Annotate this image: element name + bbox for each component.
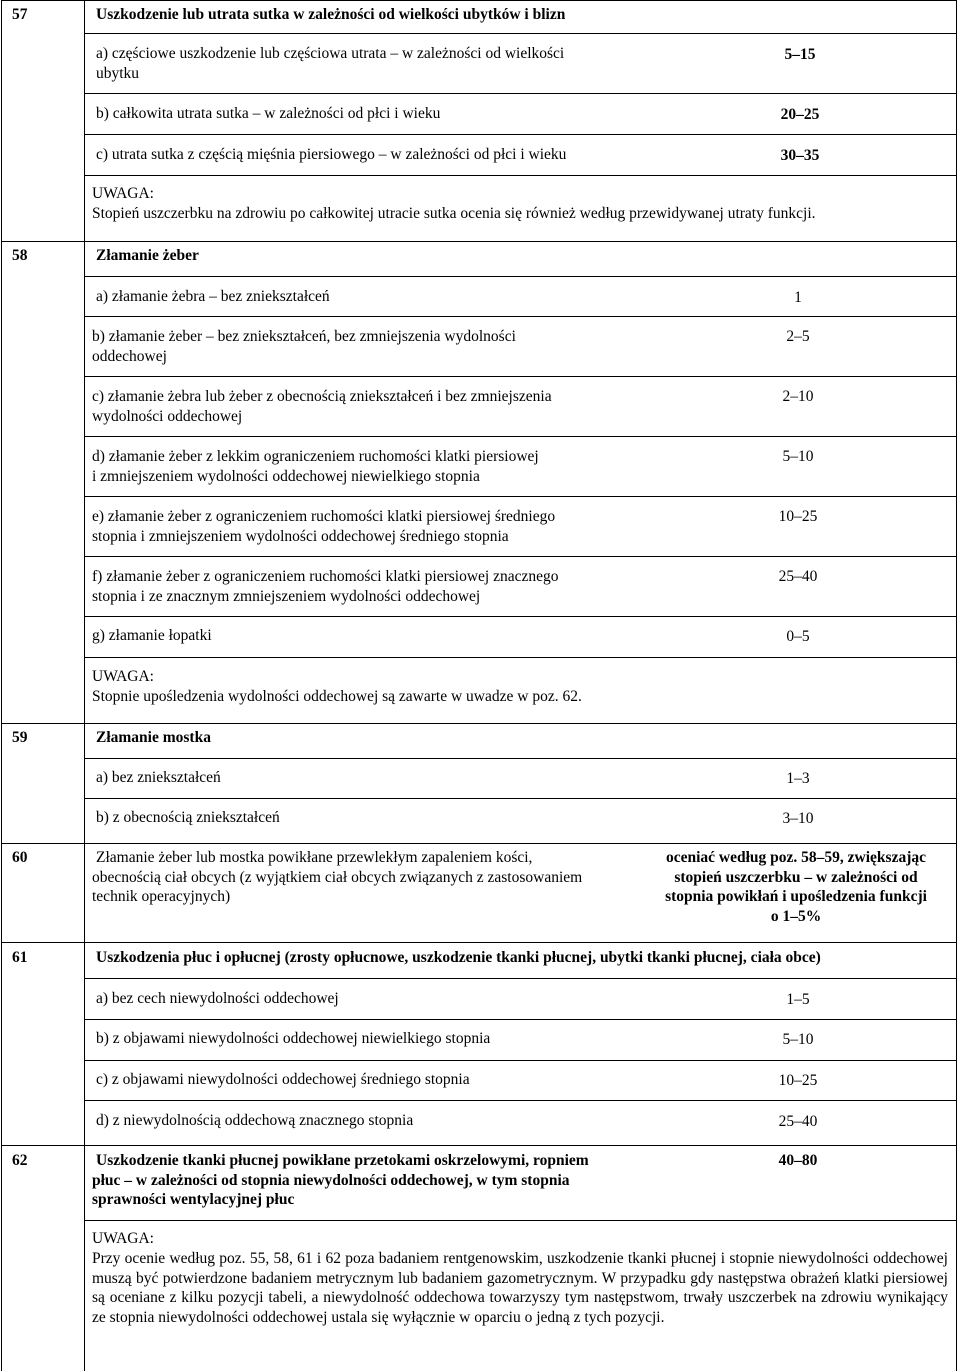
- row-separator: [84, 1220, 957, 1221]
- separator-59-60: [1, 843, 957, 844]
- subitem-b-value: 3–10: [782, 810, 814, 827]
- separator-60-61: [1, 942, 957, 943]
- note-text: Przy ocenie według poz. 55, 58, 61 i 62 poza badaniem rentgenowskim, uszkodzenie tkanki płucnej i stopnie niewydolności oddechowej muszą być potwierdzone badaniem metrycznym lub badaniem gazometrycznym. W przypadku gdy następstwa obrażeń klatki piersiowej są oceniane z kilku pozycji tabeli, a niewydolność oddechowa towarzyszy tym następstwom, trwały uszczerbek na zdrowiu wynikający ze stopnia niewydolności oddechowej ustala się wyłącznie w oparciu o jedną z tych pozycji.: [92, 1250, 948, 1326]
- number-column-divider: [84, 0, 85, 1371]
- subitem-d-value: 25–40: [778, 1113, 818, 1130]
- row-separator: [84, 556, 957, 557]
- row-separator: [84, 175, 957, 176]
- row-separator: [84, 33, 957, 34]
- item-description: [92, 848, 582, 907]
- assessment-line2: stopień uszczerbku – w zależności od: [674, 868, 918, 886]
- subitem-e: [92, 507, 555, 546]
- subitem-a: a) złamanie żebra – bez zniekształceń: [96, 288, 330, 305]
- frame-left: [1, 0, 2, 1371]
- separator-58-59: [1, 723, 957, 724]
- row-separator: [84, 93, 957, 94]
- subitem-b: b) z obecnością zniekształceń: [96, 809, 280, 826]
- note-label: UWAGA:: [92, 1230, 154, 1247]
- subitem-a-value: 1: [794, 289, 802, 306]
- subitem-f: [92, 567, 559, 606]
- item-number: 61: [12, 949, 28, 966]
- subitem-c-value: 10–25: [778, 1072, 818, 1089]
- assessment-line4: o 1–5%: [770, 907, 822, 925]
- subitem-e-line1: e) złamanie żeber z ograniczeniem ruchomości klatki piersiowej średniego: [92, 508, 556, 525]
- assessment-line1: oceniać według poz. 58–59, zwiększając: [665, 849, 927, 866]
- subitem-d: [92, 447, 539, 486]
- subitem-b-value: 2–5: [786, 328, 810, 345]
- item-title: Uszkodzenia płuc i opłucnej (zrosty opłucnowe, uszkodzenie tkanki płucnej, ubytki tkanki płucnej, ciała obce): [96, 949, 821, 966]
- item-title: Uszkodzenie lub utrata sutka w zależności od wielkości ubytków i blizn: [96, 6, 566, 23]
- row-separator: [84, 1100, 957, 1101]
- row-separator: [84, 758, 957, 759]
- subitem-d-line2: i zmniejszeniem wydolności oddechowej niewielkiego stopnia: [92, 467, 480, 485]
- subitem-g: g) złamanie łopatki: [92, 627, 212, 644]
- subitem-a-value: 5–15: [784, 46, 816, 63]
- subitem-a-value: 1–3: [786, 770, 810, 787]
- subitem-c-value: 30–35: [780, 147, 820, 164]
- note-label: UWAGA:: [92, 185, 154, 202]
- subitem-d: d) z niewydolnością oddechową znacznego stopnia: [96, 1112, 414, 1129]
- row-separator: [84, 1019, 957, 1020]
- row-separator: [84, 657, 957, 658]
- subitem-e-line2: stopnia i zmniejszeniem wydolności oddechowej średniego stopnia: [92, 527, 509, 545]
- description-line3: technik operacyjnych): [92, 888, 231, 905]
- subitem-c: c) z objawami niewydolności oddechowej średniego stopnia: [96, 1071, 470, 1088]
- subitem-a: [96, 44, 564, 83]
- note-label: UWAGA:: [92, 668, 154, 685]
- item-number: 60: [12, 849, 28, 866]
- item-number: 59: [12, 729, 28, 746]
- item-number: 58: [12, 247, 28, 264]
- subitem-e-value: 10–25: [778, 508, 818, 525]
- item-title: Złamanie mostka: [96, 729, 211, 746]
- note-text: Stopień uszczerbku na zdrowiu po całkowitej utracie sutka ocenia się również według przewidywanej utraty funkcji.: [92, 205, 816, 222]
- assessment-line3: stopnia powikłań i upośledzenia funkcji: [665, 888, 927, 905]
- subitem-b: b) całkowita utrata sutka – w zależności od płci i wieku: [96, 105, 441, 122]
- subitem-a-line1: a) częściowe uszkodzenie lub częściowa utrata – w zależności od wielkości: [96, 45, 565, 62]
- item-number: 62: [12, 1152, 28, 1169]
- row-separator: [84, 436, 957, 437]
- row-separator: [84, 316, 957, 317]
- description-line2: płuc – w zależności od stopnia niewydolności oddechowej, w tym stopnia: [92, 1171, 570, 1189]
- row-separator: [84, 276, 957, 277]
- item-value: 40–80: [778, 1152, 818, 1169]
- subitem-c: [92, 387, 552, 426]
- item-title: Złamanie żeber: [96, 247, 199, 264]
- item-assessment: [646, 848, 946, 926]
- subitem-g-value: 0–5: [786, 628, 810, 645]
- item-description: [92, 1151, 589, 1210]
- subitem-c-line1: c) złamanie żebra lub żeber z obecnością zniekształceń i bez zmniejszenia: [92, 388, 552, 405]
- row-separator: [84, 496, 957, 497]
- separator-61-62: [1, 1145, 957, 1146]
- row-separator: [84, 616, 957, 617]
- subitem-b-line1: b) złamanie żeber – bez zniekształceń, bez zmniejszenia wydolności: [92, 328, 516, 345]
- subitem-c-value: 2–10: [782, 388, 814, 405]
- subitem-a-line2: ubytku: [96, 64, 140, 82]
- subitem-d-value: 5–10: [782, 448, 814, 465]
- subitem-f-line1: f) złamanie żeber z ograniczeniem ruchomości klatki piersiowej znacznego: [92, 568, 559, 585]
- subitem-b-value: 20–25: [780, 106, 820, 123]
- frame-right: [956, 0, 957, 1371]
- subitem-c: c) utrata sutka z częścią mięśnia piersiowego – w zależności od płci i wieku: [96, 146, 567, 163]
- subitem-c-line2: wydolności oddechowej: [92, 407, 243, 425]
- note-text: Stopnie upośledzenia wydolności oddechowej są zawarte w uwadze w poz. 62.: [92, 688, 582, 705]
- item-number: 57: [12, 6, 28, 23]
- description-line1: Złamanie żeber lub mostka powikłane przewlekłym zapaleniem kości,: [96, 849, 533, 866]
- subitem-f-line2: stopnia i ze znacznym zmniejszeniem wydolności oddechowej: [92, 587, 481, 605]
- row-separator: [84, 798, 957, 799]
- subitem-b: b) z objawami niewydolności oddechowej niewielkiego stopnia: [96, 1030, 491, 1047]
- row-separator: [84, 1060, 957, 1061]
- subitem-d-line1: d) złamanie żeber z lekkim ograniczeniem ruchomości klatki piersiowej: [92, 448, 539, 465]
- subitem-b: [92, 327, 516, 366]
- subitem-a: a) bez zniekształceń: [96, 769, 221, 786]
- subitem-b-line2: oddechowej: [92, 347, 167, 365]
- subitem-f-value: 25–40: [778, 568, 818, 585]
- row-separator: [84, 978, 957, 979]
- row-separator: [84, 376, 957, 377]
- subitem-a: a) bez cech niewydolności oddechowej: [96, 990, 339, 1007]
- subitem-b-value: 5–10: [782, 1031, 814, 1048]
- row-separator: [84, 134, 957, 135]
- separator-57-58: [1, 241, 957, 242]
- subitem-a-value: 1–5: [786, 991, 810, 1008]
- description-line3: sprawności wentylacyjnej płuc: [92, 1191, 295, 1208]
- description-line1: Uszkodzenie tkanki płucnej powikłane przetokami oskrzelowymi, ropniem: [96, 1152, 589, 1169]
- description-line2: obecnością ciał obcych (z wyjątkiem ciał obcych związanych z zastosowaniem: [92, 868, 583, 886]
- frame-top: [1, 0, 957, 1]
